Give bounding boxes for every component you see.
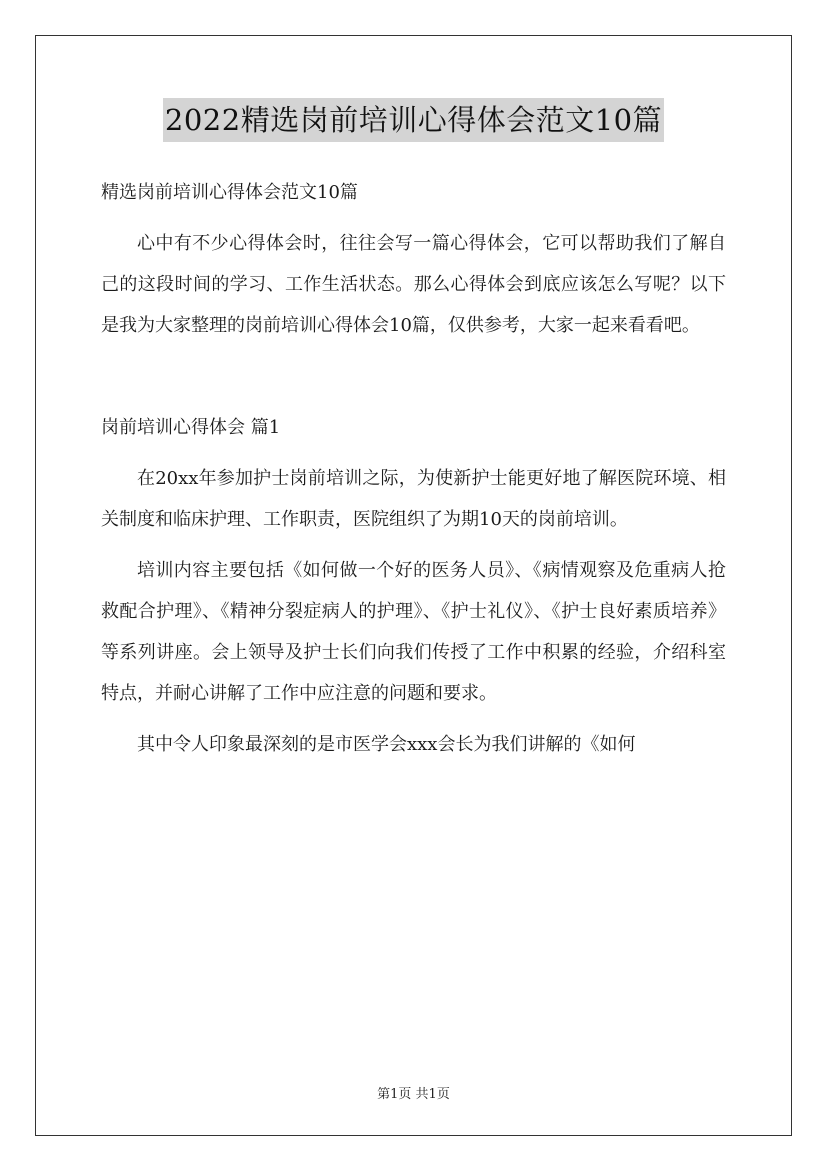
document-title: 2022精选岗前培训心得体会范文10篇: [163, 98, 664, 142]
intro-paragraph: 心中有不少心得体会时，往往会写一篇心得体会，它可以帮助我们了解自己的这段时间的学习、工作生活状态。那么心得体会到底应该怎么写呢？以下是我为大家整理的岗前培训心得体会10篇，仅供参考，大家一起来看看吧。: [101, 233, 726, 336]
document-body: [101, 172, 726, 765]
document-subtitle: 精选岗前培训心得体会范文10篇: [101, 182, 358, 203]
spacer: [101, 346, 726, 407]
title-container: [0, 98, 827, 142]
body-paragraph-3: 其中令人印象最深刻的是市医学会xxx会长为我们讲解的《如何: [137, 734, 636, 755]
page-footer: 第1页 共1页: [377, 1087, 450, 1102]
body-paragraph-2: 培训内容主要包括《如何做一个好的医务人员》、《病情观察及危重病人抢救配合护理》、《精神分裂症病人的护理》、《护士礼仪》、《护士良好素质培养》等系列讲座。会上领导及护士长们向我们传授了工作中积累的经验，介绍科室特点，并耐心讲解了工作中应注意的问题和要求。: [101, 560, 726, 704]
section-heading: 岗前培训心得体会 篇1: [101, 417, 281, 438]
spacer: [101, 213, 726, 223]
body-paragraph-1: 在20xx年参加护士岗前培训之际，为使新护士能更好地了解医院环境、相关制度和临床护理、工作职责，医院组织了为期10天的岗前培训。: [101, 468, 726, 530]
